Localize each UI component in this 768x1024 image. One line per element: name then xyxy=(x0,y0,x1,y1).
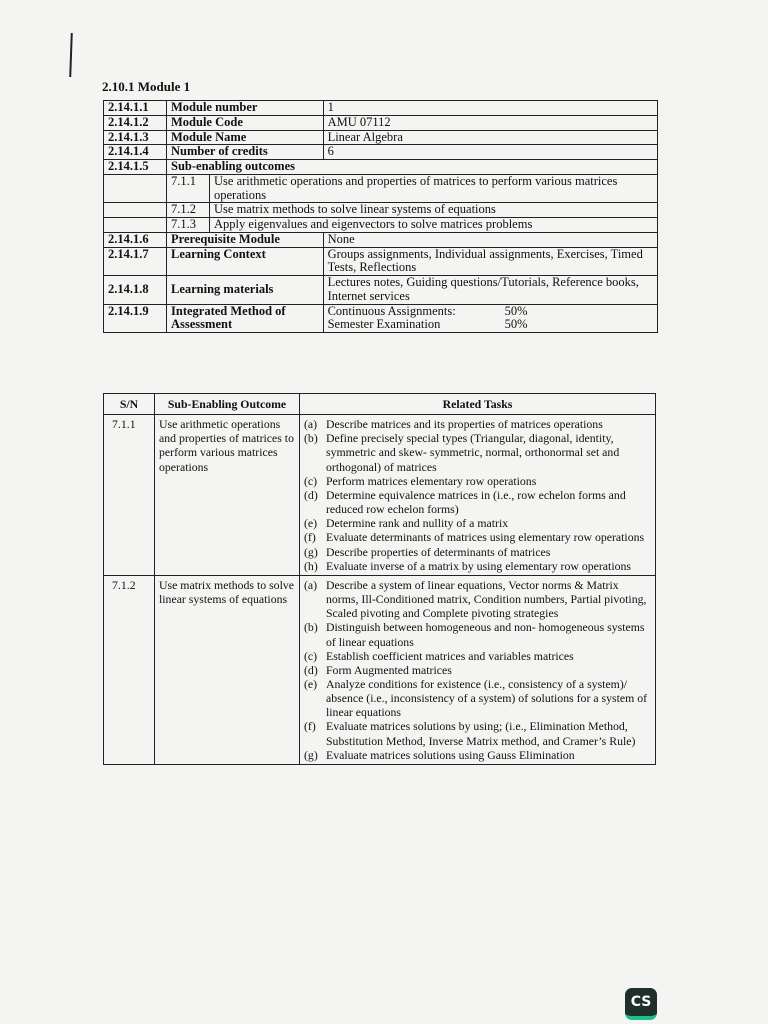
module-heading: 2.10.1 Module 1 xyxy=(102,79,191,94)
sub-outcome-number: 7.1.3 xyxy=(167,218,210,233)
task-text: Establish coefficient matrices and variables matrices xyxy=(326,648,574,663)
list-item xyxy=(304,663,651,677)
task-marker: (c) xyxy=(304,648,318,663)
list-item xyxy=(304,677,651,719)
task-marker: (b) xyxy=(304,431,318,446)
table-row xyxy=(104,145,658,160)
list-item xyxy=(304,719,651,747)
list-item xyxy=(304,649,651,663)
row-code: 2.14.1.8 xyxy=(104,276,167,305)
row-label: Sub-enabling outcomes xyxy=(167,160,658,175)
camscanner-logo-icon: CS xyxy=(625,988,657,1020)
row-code: 2.14.1.3 xyxy=(104,130,167,145)
task-text: Distinguish between homogeneous and non- homogeneous systems of linear equations xyxy=(326,620,645,649)
row-label: Learning Context xyxy=(167,247,324,276)
row-label: Prerequisite Module xyxy=(167,232,324,247)
task-text: Evaluate matrices solutions using Gauss Elimination xyxy=(326,747,575,762)
task-text: Form Augmented matrices xyxy=(326,662,452,677)
task-marker: (g) xyxy=(304,544,318,559)
list-item xyxy=(304,516,651,530)
sub-outcome-row xyxy=(104,203,658,218)
row-code: 2.14.1.9 xyxy=(104,304,167,333)
task-text: Determine rank and nullity of a matrix xyxy=(326,516,509,531)
table-row xyxy=(104,115,658,130)
task-marker: (a) xyxy=(304,577,318,592)
row-code: 2.14.1.6 xyxy=(104,232,167,247)
table-row xyxy=(104,160,658,175)
related-tasks-table xyxy=(103,393,656,765)
list-item xyxy=(304,474,651,488)
header-sub-enabling-outcome: Sub-Enabling Outcome xyxy=(155,394,300,415)
task-marker: (f) xyxy=(304,719,316,734)
task-marker: (d) xyxy=(304,662,318,677)
row-code: 2.14.1.2 xyxy=(104,115,167,130)
task-marker: (a) xyxy=(304,417,318,432)
row-value: 1 xyxy=(323,101,657,116)
assessment-name: Continuous Assignments: xyxy=(327,303,456,318)
task-text: Define precisely special types (Triangular, diagonal, identity, symmetric and skew- symmetric, normal, orthonormal set and orthogonal) of matrices xyxy=(326,431,620,474)
margin-pen-mark xyxy=(69,33,73,77)
table-row xyxy=(104,232,658,247)
task-text: Describe matrices and its properties of matrices operations xyxy=(326,417,603,432)
row-value: None xyxy=(323,232,657,247)
task-marker: (e) xyxy=(304,676,318,691)
row-code: 2.14.1.4 xyxy=(104,145,167,160)
task-text: Evaluate determinants of matrices using elementary row operations xyxy=(326,530,645,545)
row-sn: 7.1.2 xyxy=(104,575,155,764)
task-marker: (h) xyxy=(304,558,318,573)
sub-outcome-text: Apply eigenvalues and eigenvectors to solve matrices problems xyxy=(210,218,658,233)
list-item xyxy=(304,578,651,620)
row-label: Module number xyxy=(167,101,324,116)
table-row xyxy=(104,415,656,576)
row-code: 2.14.1.5 xyxy=(104,160,167,175)
task-marker: (d) xyxy=(304,487,318,502)
list-item xyxy=(304,530,651,544)
header-related-tasks: Related Tasks xyxy=(300,394,656,415)
task-marker: (e) xyxy=(304,516,318,531)
list-item xyxy=(304,545,651,559)
row-sn: 7.1.1 xyxy=(104,415,155,576)
task-text: Describe properties of determinants of matrices xyxy=(326,544,551,559)
task-list xyxy=(304,578,651,762)
table-row xyxy=(104,247,658,276)
task-marker: (g) xyxy=(304,747,318,762)
table-row xyxy=(104,304,658,333)
task-text: Evaluate inverse of a matrix by using elementary row operations xyxy=(326,558,631,573)
sub-outcome-text: Use arithmetic operations and properties of matrices to perform various matrices operations xyxy=(210,174,658,203)
row-label: Module Code xyxy=(167,115,324,130)
task-text: Describe a system of linear equations, Vector norms & Matrix norms, Ill-Conditioned matrix, Condition numbers, Partial pivoting, Scaled pivoting and Complete pivoting strategies xyxy=(326,577,647,621)
row-value: Linear Algebra xyxy=(323,130,657,145)
row-related-tasks xyxy=(300,575,656,764)
table-row xyxy=(104,575,656,764)
sub-outcome-row xyxy=(104,218,658,233)
sub-outcome-text: Use matrix methods to solve linear systems of equations xyxy=(210,203,658,218)
task-text: Analyze conditions for existence (i.e., consistency of a system)/ absence (i.e., inconsistency of a system) of solutions for a system of linear equations xyxy=(326,676,648,720)
header-sn: S/N xyxy=(104,394,155,415)
assessment-breakdown xyxy=(323,304,657,333)
row-value: Lectures notes, Guiding questions/Tutorials, Reference books, Internet services xyxy=(323,276,657,305)
table-header-row xyxy=(104,394,656,415)
task-marker: (f) xyxy=(304,530,316,545)
row-label: Module Name xyxy=(167,130,324,145)
row-code: 2.14.1.1 xyxy=(104,101,167,116)
sub-outcome-number: 7.1.1 xyxy=(167,174,210,203)
task-text: Determine equivalence matrices in (i.e., row echelon forms and reduced row echelon forms) xyxy=(326,487,626,517)
assessment-percent: 50% xyxy=(504,303,528,318)
assessment-percent: 50% xyxy=(504,317,528,332)
row-label: Number of credits xyxy=(167,145,324,160)
row-value: 6 xyxy=(323,145,657,160)
table-row xyxy=(104,101,658,116)
sub-outcome-row xyxy=(104,174,658,203)
row-label: Integrated Method of Assessment xyxy=(167,304,324,333)
sub-outcome-number: 7.1.2 xyxy=(167,203,210,218)
task-marker: (c) xyxy=(304,473,318,488)
row-related-tasks xyxy=(300,415,656,576)
list-item xyxy=(304,559,651,573)
table-row xyxy=(104,276,658,305)
row-sub-enabling-outcome: Use arithmetic operations and properties of matrices to perform various matrices operations xyxy=(155,415,300,576)
row-label: Learning materials xyxy=(167,276,324,305)
module-details-table xyxy=(103,100,658,333)
list-item xyxy=(304,431,651,473)
row-value: Groups assignments, Individual assignments, Exercises, Timed Tests, Reflections xyxy=(323,247,657,276)
task-marker: (b) xyxy=(304,620,318,635)
list-item xyxy=(304,620,651,648)
list-item xyxy=(304,417,651,431)
list-item xyxy=(304,488,651,516)
row-sub-enabling-outcome: Use matrix methods to solve linear systems of equations xyxy=(155,575,300,764)
task-list xyxy=(304,417,651,573)
task-text: Perform matrices elementary row operations xyxy=(326,473,537,488)
row-value: AMU 07112 xyxy=(323,115,657,130)
table-row xyxy=(104,130,658,145)
assessment-name: Semester Examination xyxy=(327,317,441,332)
list-item xyxy=(304,748,651,762)
task-text: Evaluate matrices solutions by using; (i.e., Elimination Method, Substitution Method, Inverse Matrix method, and Cramer’s Rule) xyxy=(326,719,636,748)
row-code: 2.14.1.7 xyxy=(104,247,167,276)
